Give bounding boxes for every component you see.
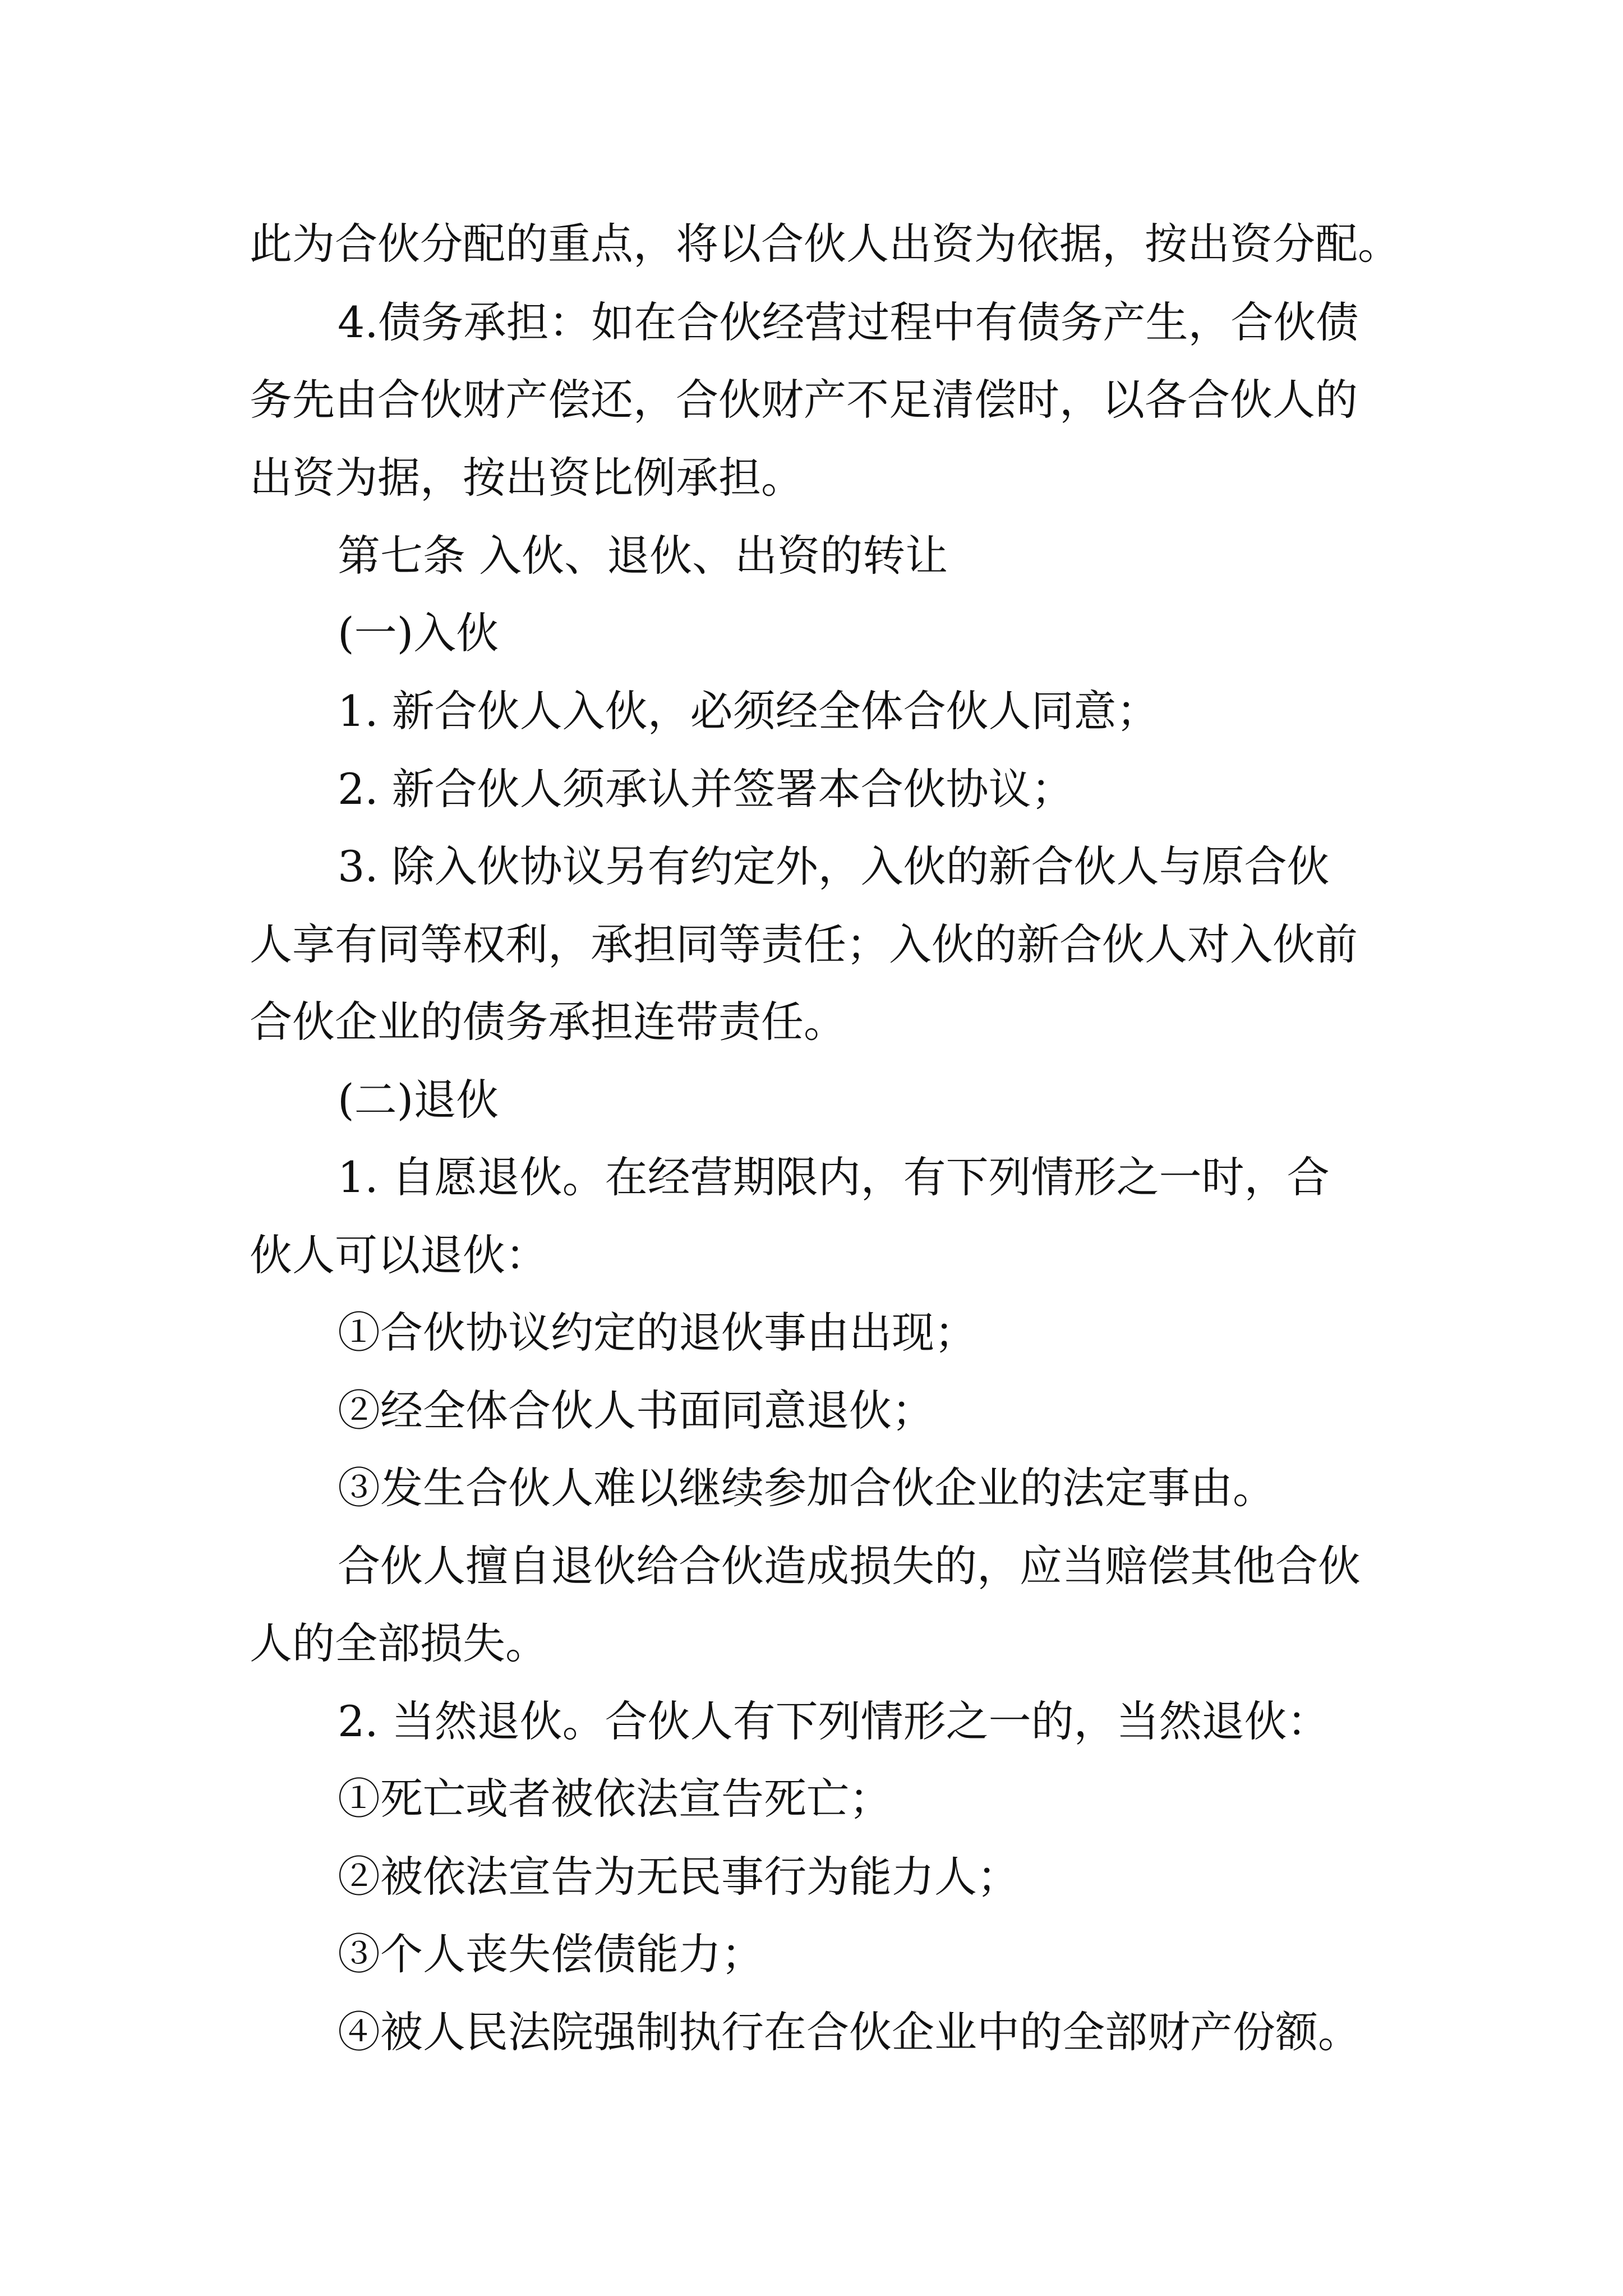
body-line: 出资为据，按出资比例承担。 <box>250 453 804 503</box>
body-line: 4.债务承担：如在合伙经营过程中有债务产生，合伙债 <box>338 297 1359 347</box>
body-line: 此为合伙分配的重点，将以合伙人出资为依据，按出资分配。 <box>250 219 1400 269</box>
body-line: 3. 除入伙协议另有约定外，入伙的新合伙人与原合伙 <box>338 841 1330 891</box>
body-line: ③发生合伙人难以继续参加合伙企业的法定事由。 <box>338 1463 1275 1513</box>
subsection-heading: (一)入伙 <box>338 608 499 658</box>
body-line: 2. 新合伙人须承认并签署本合伙协议； <box>338 764 1074 814</box>
subsection-heading: (二)退伙 <box>338 1075 499 1125</box>
body-line: 合伙企业的债务承担连带责任。 <box>250 997 846 1047</box>
body-line: 1. 新合伙人入伙，必须经全体合伙人同意； <box>338 686 1159 736</box>
body-line: 1. 自愿退伙。在经营期限内，有下列情形之一时，合 <box>338 1152 1330 1202</box>
body-line: 2. 当然退伙。合伙人有下列情形之一的，当然退伙： <box>338 1696 1330 1746</box>
body-line: 人的全部损失。 <box>250 1618 548 1668</box>
body-line: ①合伙协议约定的退伙事由出现； <box>338 1308 977 1358</box>
section-heading: 第七条 入伙、退伙、出资的转让 <box>338 531 948 581</box>
body-line: ④被人民法院强制执行在合伙企业中的全部财产份额。 <box>338 2007 1361 2057</box>
body-line: ②经全体合伙人书面同意退伙； <box>338 1386 934 1435</box>
body-line: 伙人可以退伙： <box>250 1230 548 1280</box>
body-line: 人享有同等权利，承担同等责任；入伙的新合伙人对入伙前 <box>250 919 1358 969</box>
body-line: 合伙人擅自退伙给合伙造成损失的，应当赔偿其他合伙 <box>338 1541 1361 1591</box>
body-line: ②被依法宣告为无民事行为能力人； <box>338 1852 1020 1902</box>
body-line: ①死亡或者被依法宣告死亡； <box>338 1774 892 1824</box>
body-line: 务先由合伙财产偿还，合伙财产不足清偿时，以各合伙人的 <box>250 375 1358 425</box>
body-line: ③个人丧失偿债能力； <box>338 1929 764 1979</box>
